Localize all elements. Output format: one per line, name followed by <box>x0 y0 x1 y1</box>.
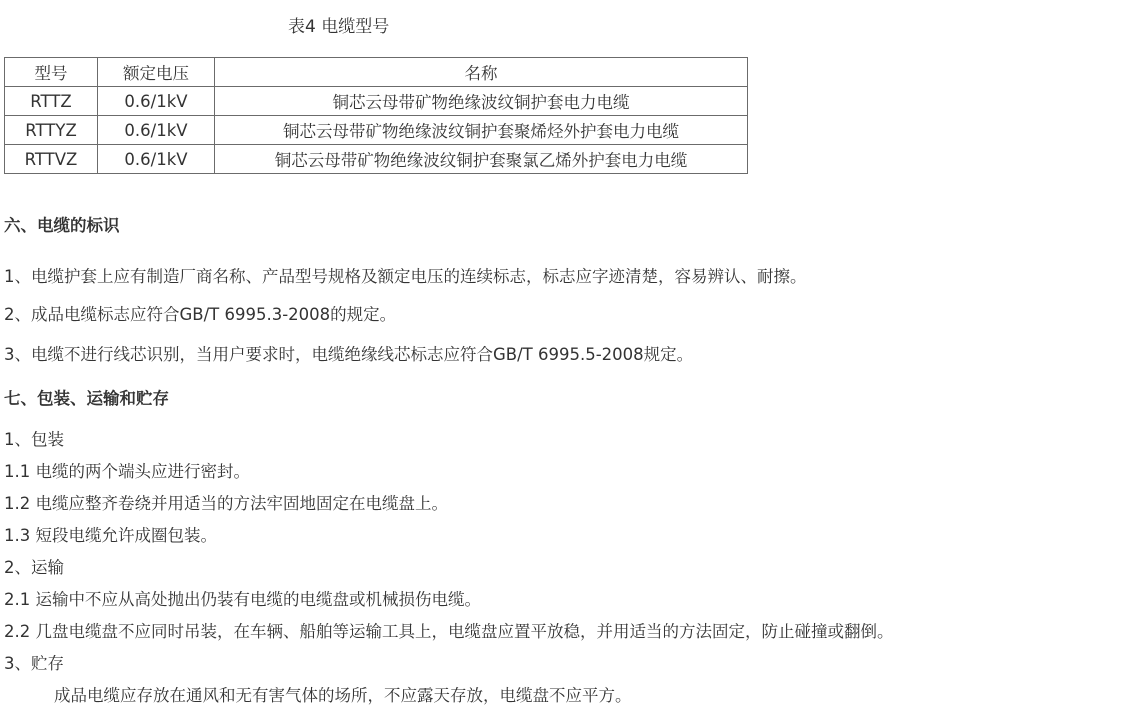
packaging-subheading: 1、包装 <box>4 430 64 449</box>
column-header-model: 型号 <box>5 58 98 87</box>
packaging-item-1-3: 1.3 短段电缆允许成圈包装。 <box>4 526 217 545</box>
transport-item-2-2: 2.2 几盘电缆盘不应同时吊装，在车辆、船舶等运输工具上，电缆盘应置平放稳，并用适当的方法固定，防止碰撞或翻倒。 <box>4 622 894 641</box>
packaging-item-1-1: 1.1 电缆的两个端头应进行密封。 <box>4 462 250 481</box>
storage-item: 成品电缆应存放在通风和无有害气体的场所，不应露天存放，电缆盘不应平方。 <box>54 686 632 705</box>
table-cell-voltage: 0.6/1kV <box>98 87 215 116</box>
transport-item-2-1: 2.1 运输中不应从高处抛出仍装有电缆的电缆盘或机械损伤电缆。 <box>4 590 481 609</box>
table-cell-name: 铜芯云母带矿物绝缘波纹铜护套电力电缆 <box>215 87 748 116</box>
table-cell-model: RTTZ <box>5 87 98 116</box>
table-cell-voltage: 0.6/1kV <box>98 145 215 174</box>
table-caption: 表4 电缆型号 <box>288 17 390 37</box>
table-row <box>5 116 748 145</box>
table-row <box>5 145 748 174</box>
table-cell-name: 铜芯云母带矿物绝缘波纹铜护套聚氯乙烯外护套电力电缆 <box>215 145 748 174</box>
storage-subheading: 3、贮存 <box>4 654 64 673</box>
marking-item-1: 1、电缆护套上应有制造厂商名称、产品型号规格及额定电压的连续标志，标志应字迹清楚，容易辨认、耐擦。 <box>4 267 807 286</box>
section-heading-marking: 六、电缆的标识 <box>4 216 120 235</box>
marking-item-3: 3、电缆不进行线芯识别，当用户要求时，电缆绝缘线芯标志应符合GB/T 6995.5-2008规定。 <box>4 345 694 364</box>
packaging-item-1-2: 1.2 电缆应整齐卷绕并用适当的方法牢固地固定在电缆盘上。 <box>4 494 448 513</box>
table-cell-name: 铜芯云母带矿物绝缘波纹铜护套聚烯烃外护套电力电缆 <box>215 116 748 145</box>
table-cell-model: RTTYZ <box>5 116 98 145</box>
table-cell-model: RTTVZ <box>5 145 98 174</box>
table-row <box>5 87 748 116</box>
cable-model-table <box>4 57 748 174</box>
table-header-row <box>5 58 748 87</box>
transport-subheading: 2、运输 <box>4 558 64 577</box>
marking-item-2: 2、成品电缆标志应符合GB/T 6995.3-2008的规定。 <box>4 305 397 324</box>
column-header-name: 名称 <box>215 58 748 87</box>
table-cell-voltage: 0.6/1kV <box>98 116 215 145</box>
section-heading-packaging: 七、包装、运输和贮存 <box>4 389 169 408</box>
column-header-rated-voltage: 额定电压 <box>98 58 215 87</box>
